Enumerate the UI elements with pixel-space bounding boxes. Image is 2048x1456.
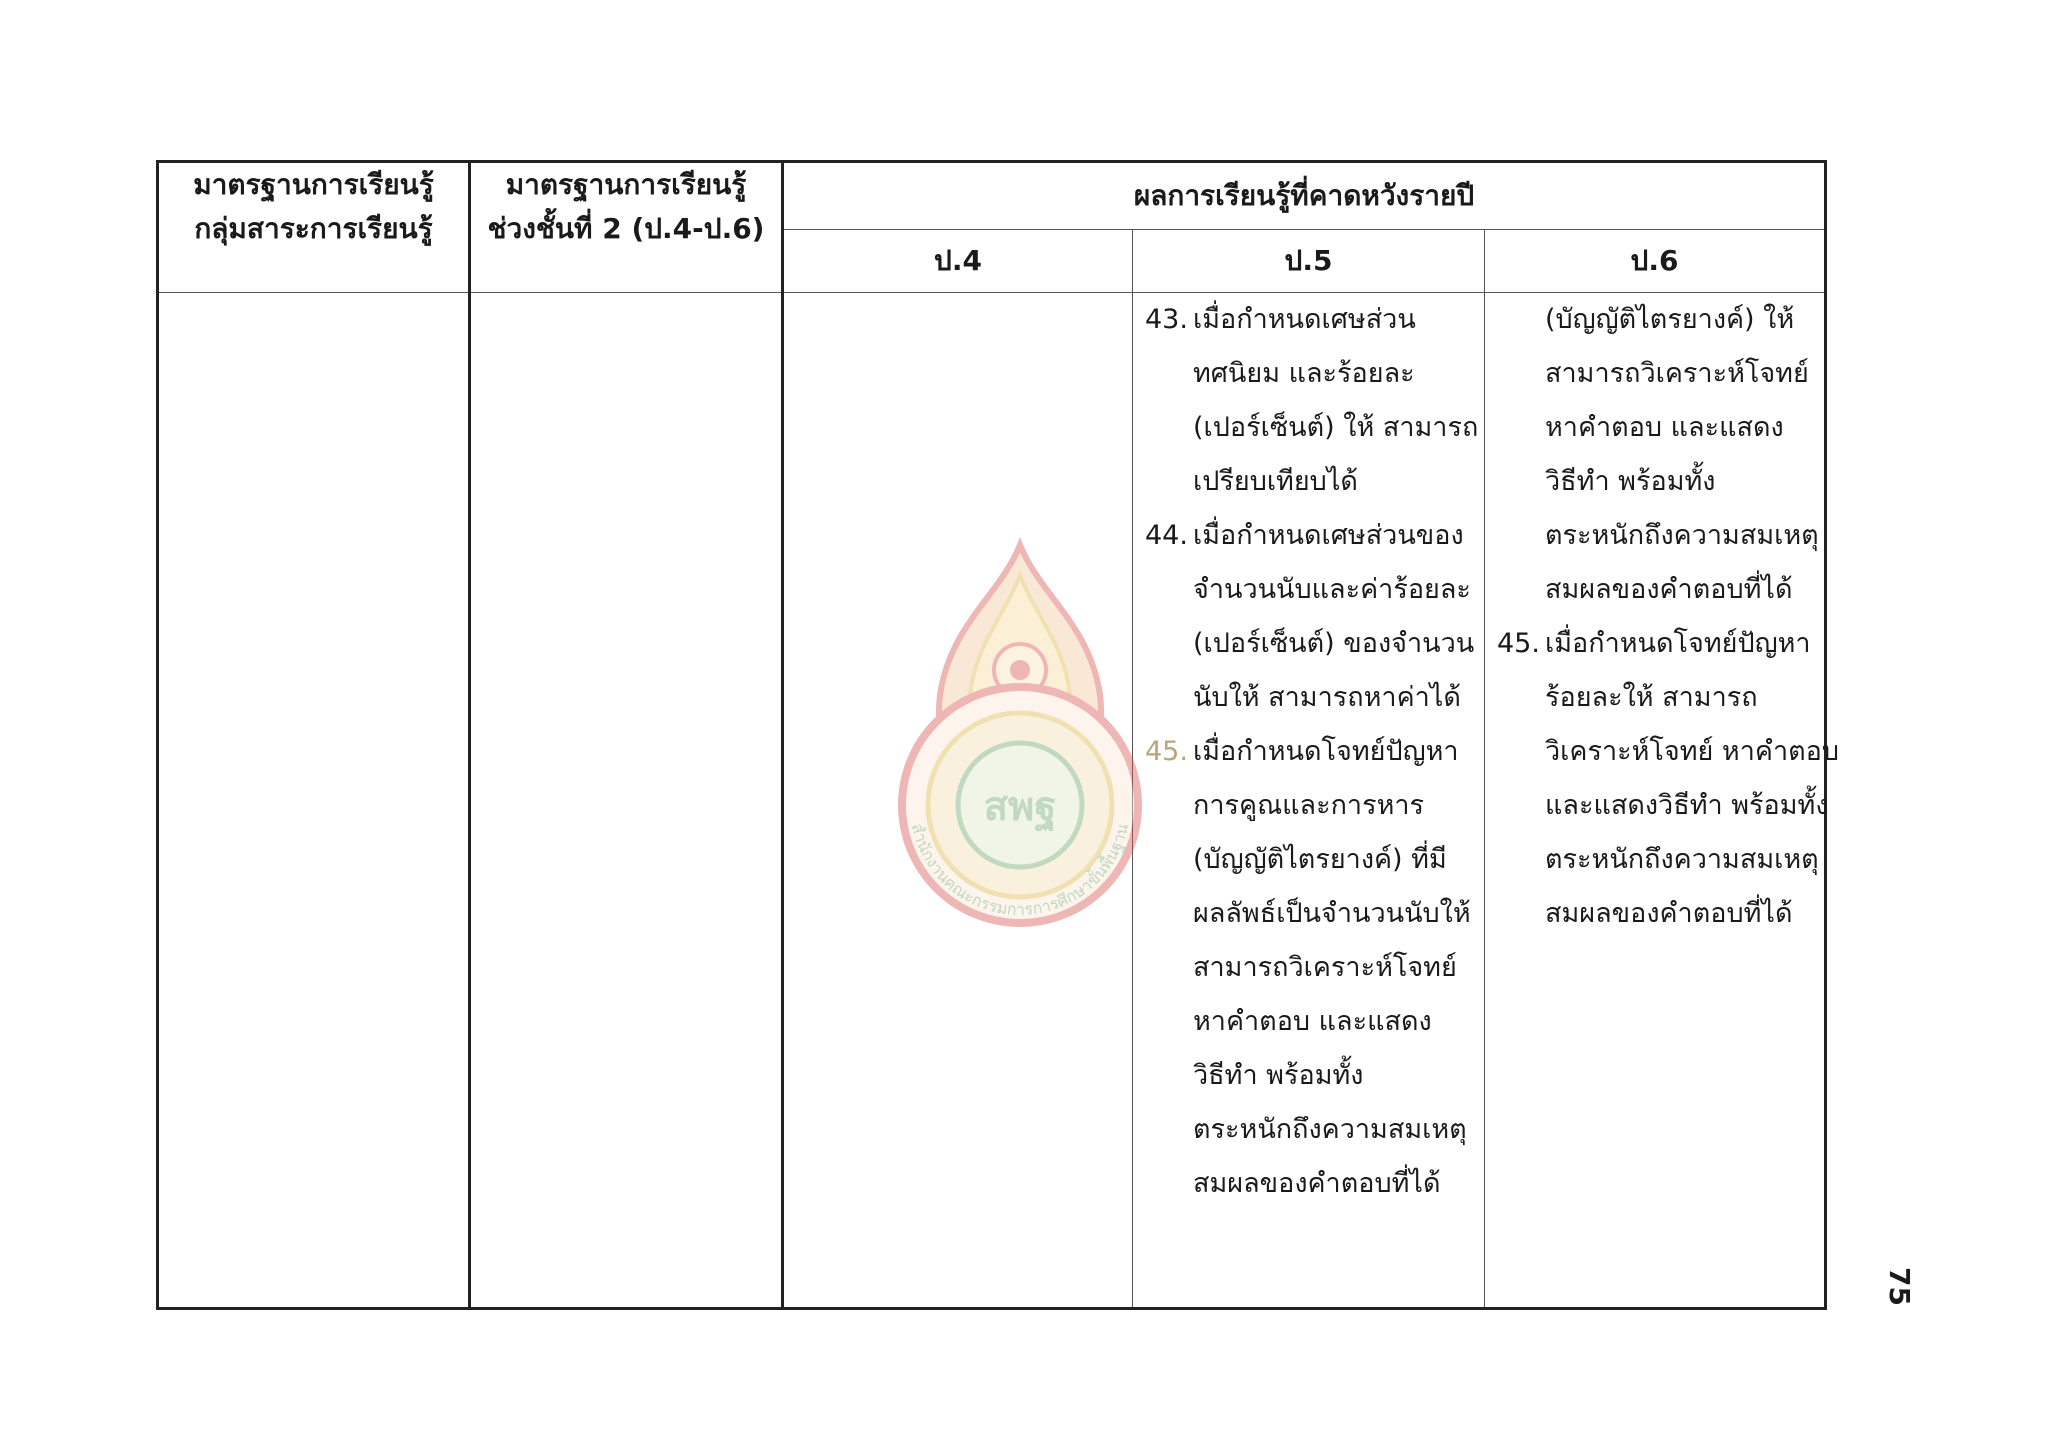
emblem-letters: สพฐ: [983, 784, 1057, 830]
outcome-line: (เปอร์เซ็นต์) ของจำนวน: [1193, 628, 1475, 659]
grade-6-outcomes: [1485, 293, 1840, 941]
grade-5-cell: [1133, 293, 1485, 1309]
header-col2-line2: ช่วงชั้นที่ 2 (ป.4-ป.6): [487, 212, 765, 245]
outcome-line: หาคำตอบ และแสดง: [1545, 412, 1784, 443]
outcome-44: [1145, 509, 1484, 725]
header-col1-line1: มาตรฐานการเรียนรู้: [193, 168, 434, 201]
outcome-line: (เปอร์เซ็นต์) ให้ สามารถ: [1193, 412, 1479, 443]
outcome-line: และแสดงวิธีทำ พร้อมทั้ง: [1545, 790, 1829, 821]
outcome-line: ผลลัพธ์เป็นจำนวนนับให้: [1193, 898, 1471, 929]
outcome-line: สามารถวิเคราะห์โจทย์: [1545, 358, 1809, 389]
grade-5-outcomes: [1133, 293, 1484, 1211]
outcome-line: สมผลของคำตอบที่ได้: [1193, 1168, 1441, 1199]
level-standard-cell: [470, 293, 783, 1309]
outcome-line: เมื่อกำหนดเศษส่วนของ: [1193, 520, 1464, 551]
outcome-number: 43.: [1145, 304, 1188, 335]
outcome-number: 44.: [1145, 520, 1188, 551]
outcome-line: ทศนิยม และร้อยละ: [1193, 358, 1415, 389]
outcome-45: [1497, 617, 1840, 941]
outcome-number: 45.: [1145, 736, 1188, 767]
header-level-standard: [470, 162, 783, 293]
outcome-line: วิเคราะห์โจทย์ หาคำตอบ: [1545, 736, 1840, 767]
header-grade-4: ป.4: [783, 230, 1133, 293]
outcome-line: เมื่อกำหนดโจทย์ปัญหา: [1193, 736, 1459, 767]
header-grade-6: ป.6: [1485, 230, 1826, 293]
outcome-line: การคูณและการหาร: [1193, 790, 1425, 821]
outcome-line: ตระหนักถึงความสมเหตุ: [1193, 1114, 1467, 1145]
outcome-45: [1145, 725, 1484, 1211]
outcome-line: เมื่อกำหนดเศษส่วน: [1193, 304, 1416, 335]
outcome-line: ร้อยละให้ สามารถ: [1545, 682, 1758, 713]
outcome-line: (บัญญัติไตรยางค์) ให้: [1545, 304, 1795, 335]
outcome-line: นับให้ สามารถหาค่าได้: [1193, 682, 1461, 713]
grade-6-cell: [1485, 293, 1840, 1309]
header-col2-line1: มาตรฐานการเรียนรู้: [505, 168, 747, 201]
emblem-ring-text-path: สำนักงานคณะกรรมการการศึกษาขั้นพื้นฐาน: [907, 821, 1133, 920]
outcome-line: หาคำตอบ และแสดง: [1193, 1006, 1432, 1037]
outcome-line: วิธีทำ พร้อมทั้ง: [1545, 466, 1716, 497]
outcome-number: 45.: [1497, 628, 1540, 659]
outcome-line: วิธีทำ พร้อมทั้ง: [1193, 1060, 1364, 1091]
outcome-43: [1145, 293, 1484, 509]
outcome-line: เปรียบเทียบได้: [1193, 466, 1358, 497]
outcome-line: สามารถวิเคราะห์โจทย์: [1193, 952, 1457, 983]
outcome-line: สมผลของคำตอบที่ได้: [1545, 898, 1793, 929]
outcome-line: ตระหนักถึงความสมเหตุ: [1545, 520, 1819, 551]
group-standard-cell: [158, 293, 470, 1309]
header-expected-outcomes: ผลการเรียนรู้ที่คาดหวังรายปี: [783, 162, 1826, 230]
outcome-line: ตระหนักถึงความสมเหตุ: [1545, 844, 1819, 875]
outcome-line: สมผลของคำตอบที่ได้: [1545, 574, 1793, 605]
outcome-line: เมื่อกำหนดโจทย์ปัญหา: [1545, 628, 1811, 659]
header-group-standard: [158, 162, 470, 293]
curriculum-table: [156, 160, 1840, 1310]
grade-4-cell: [783, 293, 1133, 1309]
outcome-continuation: [1497, 293, 1824, 617]
page-number: 75: [1882, 1267, 1916, 1306]
outcome-line: จำนวนนับและค่าร้อยละ: [1193, 574, 1471, 605]
header-grade-5: ป.5: [1133, 230, 1485, 293]
outcome-line: (บัญญัติไตรยางค์) ที่มี: [1193, 844, 1447, 875]
header-col1-line2: กลุ่มสาระการเรียนรู้: [194, 212, 433, 245]
